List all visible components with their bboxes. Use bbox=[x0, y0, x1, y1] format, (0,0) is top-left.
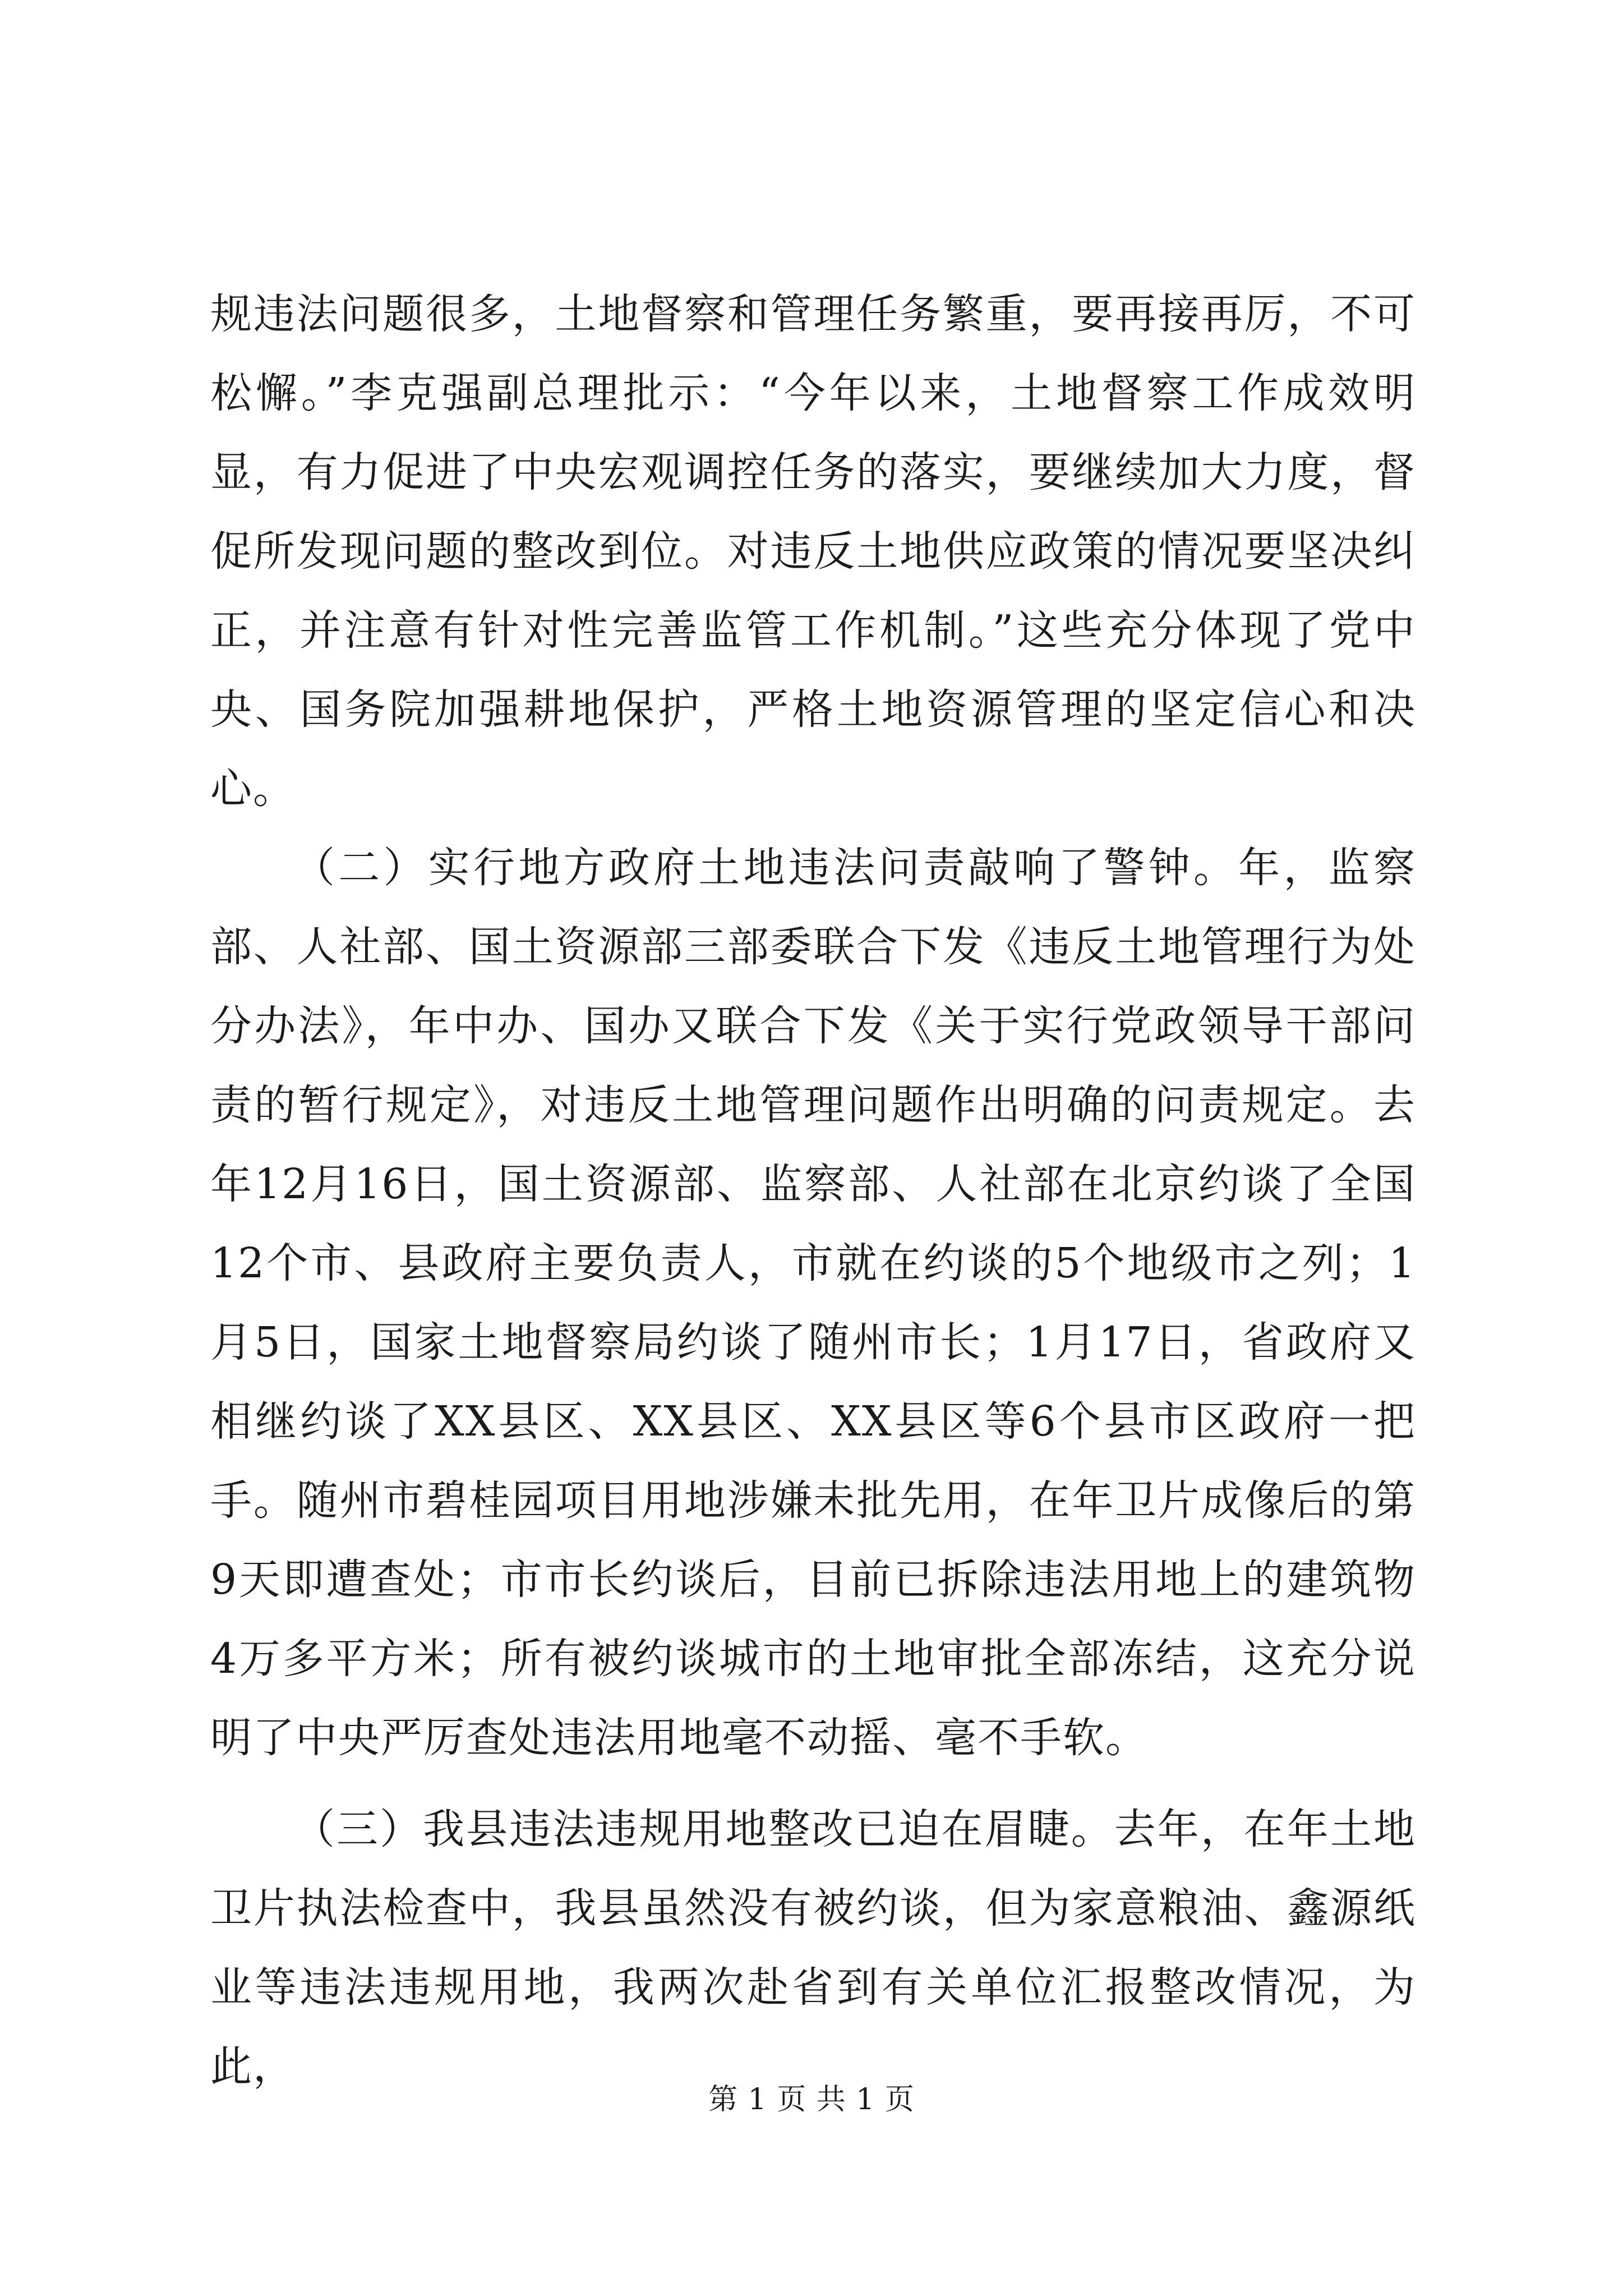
page-footer: 第 1 页 共 1 页 bbox=[708, 2083, 915, 2116]
paragraph-section-2: （二）实行地方政府土地违法问责敲响了警钟。年，监察部、人社部、国土资源部三部委联合下发《违反土地管理行为处分办法》，年中办、国办又联合下发《关于实行党政领导干部问责的暂行规定》，对违反土地管理问题作出明确的问责规定。去年12月16日，国土资源部、监察部、人社部在北京约谈了全国12个市、县政府主要负责人，市就在约谈的5个地级市之列；1月5日，国家土地督察局约谈了随州市长；1月17日，省政府又相继约谈了XX县区、XX县区、XX县区等6个县市区政府一把手。随州市碧桂园项目用地涉嫌未批先用，在年卫片成像后的第9天即遭查处；市市长约谈后，目前已拆除违法用地上的建筑物4万多平方米；所有被约谈城市的土地审批全部冻结，这充分说明了中央严厉查处违法用地毫不动摇、毫不手软。 bbox=[210, 844, 1416, 1762]
paragraph-section-3: （三）我县违法违规用地整改已迫在眉睫。去年，在年土地卫片执法检查中，我县虽然没有被约谈，但为家意粮油、鑫源纸业等违法违规用地，我两次赴省到有关单位汇报整改情况，为此， bbox=[210, 1805, 1416, 2091]
document-body bbox=[210, 275, 1416, 2106]
paragraph-continuation: 规违法问题很多，土地督察和管理任务繁重，要再接再厉，不可松懈。”李克强副总理批示：“今年以来，土地督察工作成效明显，有力促进了中央宏观调控任务的落实，要继续加大力度，督促所发现问题的整改到位。对违反土地供应政策的情况要坚决纠正，并注意有针对性完善监管工作机制。”这些充分体现了党中央、国务院加强耕地保护，严格土地资源管理的坚定信心和决心。 bbox=[210, 290, 1416, 813]
